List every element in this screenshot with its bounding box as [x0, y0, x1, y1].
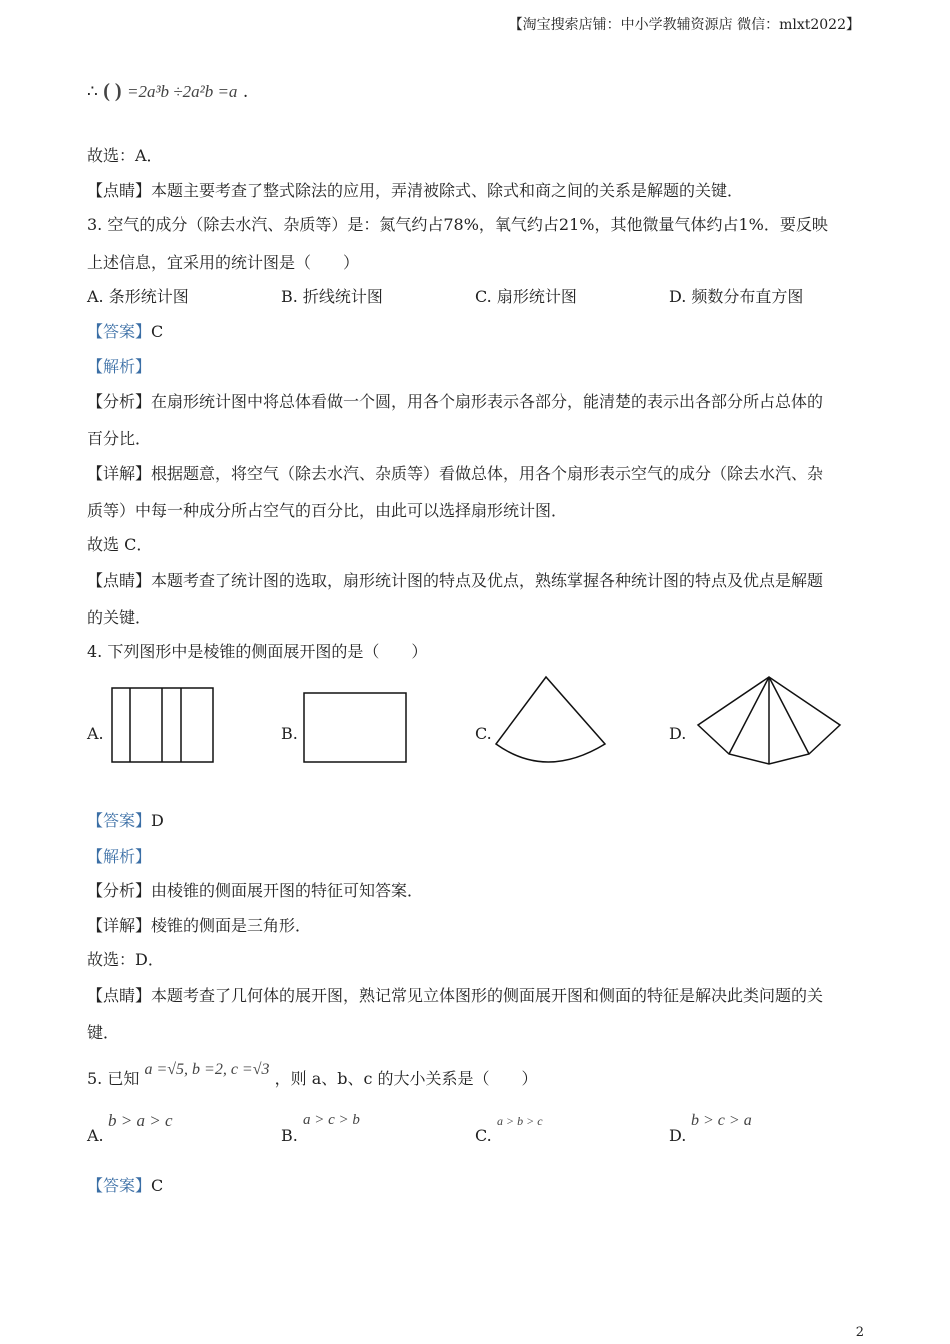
q5-option-c-label: C.	[475, 1126, 492, 1145]
q3-xiangjie-line2: 质等）中每一种成分所占空气的百分比，由此可以选择扇形统计图．	[87, 501, 568, 520]
q5-option-c-math: a > b > c	[497, 1114, 543, 1128]
q3-fenxi-line2: 百分比．	[87, 429, 152, 448]
q5-stem-prefix: 5. 已知	[87, 1069, 140, 1088]
q3-option-b: B. 折线统计图	[281, 287, 383, 306]
q3-option-d: D. 频数分布直方图	[669, 287, 804, 306]
q5-option-b-label: B.	[281, 1126, 298, 1145]
q5-option-a-label: A.	[87, 1126, 104, 1145]
q4-comment-line1: 【点睛】本题考查了几何体的展开图，熟记常见立体图形的侧面展开图和侧面的特征是解决此类问题的关	[87, 986, 824, 1005]
q2-comment: 【点睛】本题主要考查了整式除法的应用，弄清被除式、除式和商之间的关系是解题的关键．	[87, 181, 744, 200]
q3-option-a: A. 条形统计图	[87, 287, 189, 306]
q4-figure-a-rectangles	[108, 684, 218, 766]
q4-figure-d-pyramid-net	[686, 672, 846, 770]
q5-answer	[87, 1173, 163, 1196]
answer-value: C	[151, 322, 164, 341]
q3-analysis-label: 【解析】	[87, 357, 152, 376]
answer-label: 【答案】	[87, 811, 152, 830]
q3-fenxi-line1: 【分析】在扇形统计图中将总体看做一个圆，用各个扇形表示各部分，能清楚的表示出各部分所占总体的	[87, 392, 824, 411]
answer-label: 【答案】	[87, 1176, 152, 1195]
q4-figure-b-rectangle	[300, 689, 410, 767]
empty-parentheses: ( )	[103, 80, 122, 102]
answer-value: C	[151, 1176, 164, 1195]
answer-label: 【答案】	[87, 322, 152, 341]
answer-value: D	[151, 811, 164, 830]
q5-given-values: a =√5, b =2, c =√3	[144, 1061, 270, 1078]
q4-analysis-label: 【解析】	[87, 847, 152, 866]
q5-option-d-math: b > c > a	[691, 1112, 752, 1129]
q5-option-d-label: D.	[669, 1126, 687, 1145]
q2-choose: 故选：A．	[87, 146, 163, 165]
q4-figure-c-sector	[490, 672, 610, 770]
q4-option-c-label: C.	[475, 724, 492, 743]
q5-option-b-math: a > c > b	[303, 1112, 360, 1128]
q4-stem: 4. 下列图形中是棱锥的侧面展开图的是（ ）	[87, 642, 428, 661]
q4-option-b-label: B.	[281, 724, 298, 743]
therefore-line	[87, 80, 248, 103]
q3-stem-line2: 上述信息，宜采用的统计图是（ ）	[87, 253, 360, 272]
q4-option-d-label: D.	[669, 724, 687, 743]
q3-xiangjie-line1: 【详解】根据题意，将空气（除去水汽、杂质等）看做总体，用各个扇形表示空气的成分（除去水汽、杂	[87, 464, 824, 483]
q4-xiangjie: 【详解】棱锥的侧面是三角形．	[87, 916, 312, 935]
q5-option-a-math: b > a > c	[108, 1111, 173, 1130]
division-expression: =2a³b ÷2a²b =a	[126, 82, 238, 101]
q3-option-c: C. 扇形统计图	[475, 287, 577, 306]
page-number: 2	[855, 1325, 864, 1340]
therefore-symbol: ∴	[87, 82, 98, 102]
q4-comment-line2: 键．	[87, 1023, 120, 1042]
q3-stem-line1: 3. 空气的成分（除去水汽、杂质等）是：氮气约占78%，氧气约占21%，其他微量气体约占1%．要反映	[87, 215, 828, 234]
q3-comment-line2: 的关键．	[87, 608, 152, 627]
q4-fenxi: 【分析】由棱锥的侧面展开图的特征可知答案．	[87, 881, 424, 900]
q5-stem	[87, 1056, 538, 1088]
page-header: 【淘宝搜索店铺：中小学教辅资源店 微信：mlxt2022】	[508, 17, 860, 33]
q4-option-a-label: A.	[87, 724, 104, 743]
q3-choose: 故选 C．	[87, 535, 153, 554]
q5-stem-suffix: ，则 a、b、c 的大小关系是（ ）	[274, 1069, 538, 1088]
q3-comment-line1: 【点睛】本题考查了统计图的选取，扇形统计图的特点及优点，熟练掌握各种统计图的特点及优点是解题	[87, 571, 824, 590]
period: .	[242, 82, 249, 102]
q3-answer	[87, 319, 163, 342]
q4-answer	[87, 808, 164, 831]
q4-choose: 故选：D．	[87, 950, 164, 969]
